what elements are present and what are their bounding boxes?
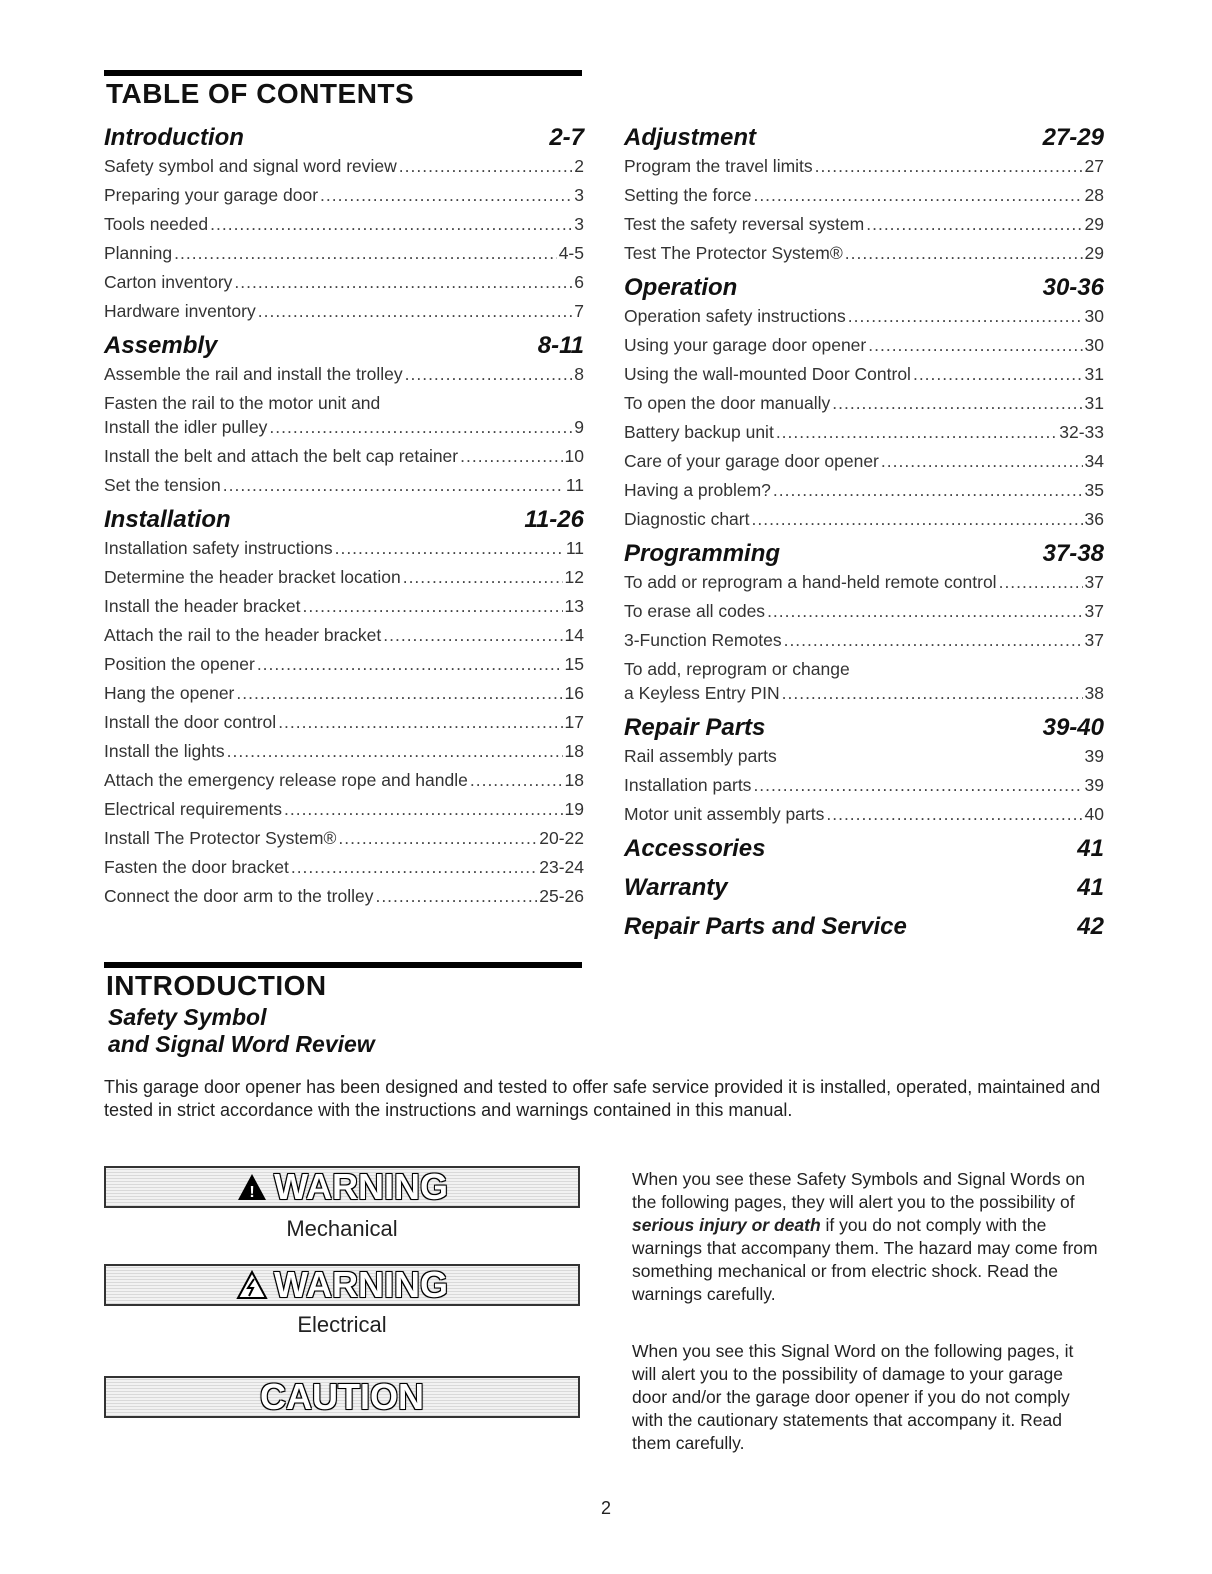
toc-entry-text: Determine the header bracket location: [104, 567, 401, 587]
toc-top-rule: [104, 70, 582, 76]
toc-entry-text-cont: Install the idler pulley: [104, 417, 268, 437]
toc-leader-dots: [868, 335, 1082, 356]
toc-leader-dots: [773, 480, 1083, 501]
toc-entry: [104, 272, 584, 301]
toc-leader-dots: [303, 596, 563, 617]
toc-entry: [104, 770, 584, 799]
toc-leader-dots: [832, 393, 1082, 414]
toc-entry: [624, 306, 1104, 335]
toc-entry-page: 18: [564, 770, 584, 790]
toc-leader-dots: [753, 775, 1082, 796]
toc-leader-dots: [405, 364, 573, 385]
toc-entry: [624, 804, 1104, 833]
toc-entry-page: 34: [1084, 451, 1104, 471]
toc-section-pages: 41: [1077, 874, 1104, 901]
toc-leader-dots: [291, 857, 537, 878]
electrical-label: Electrical: [297, 1312, 387, 1337]
toc-entry: [624, 185, 1104, 214]
toc-entry-text: Care of your garage door opener: [624, 451, 879, 471]
toc-entry-page: 35: [1084, 480, 1104, 500]
toc-entry: [624, 509, 1104, 538]
toc-entry-text: Rail assembly parts: [624, 746, 777, 766]
toc-section-heading: [104, 124, 584, 156]
toc-entry-page: 36: [1084, 509, 1104, 529]
toc-entry-page: 31: [1084, 364, 1104, 384]
toc-entry-page: 37: [1084, 601, 1104, 621]
toc-entry-text: Test The Protector System®: [624, 243, 843, 263]
toc-section-title: Assembly: [104, 332, 218, 359]
toc-section-heading: [624, 714, 1104, 746]
toc-leader-dots: [403, 567, 563, 588]
intro-paragraph: This garage door opener has been designed and tested to offer safe service provided it is installed, operated, maintained and tested in strict accordance with the instructions and warnings contained in this manual.: [104, 1077, 1101, 1120]
toc-entry-text: Electrical requirements: [104, 799, 282, 819]
toc-leader-dots: [257, 654, 563, 675]
toc-entry: [624, 422, 1104, 451]
toc-entry-page: 39: [1084, 775, 1104, 795]
toc-entry-text: Program the travel limits: [624, 156, 813, 176]
toc-section-title: Repair Parts: [624, 714, 766, 741]
toc-entry: [104, 364, 584, 393]
toc-entry-text: Having a problem?: [624, 480, 771, 500]
caution-box: [104, 1376, 580, 1418]
intro-subtitle: [108, 1004, 375, 1058]
toc-leader-dots: [234, 272, 572, 293]
toc-entry: [104, 156, 584, 185]
toc-entry: [624, 659, 1104, 712]
toc-entry-page: 17: [564, 712, 584, 732]
toc-entry-text: Setting the force: [624, 185, 752, 205]
warning-word-electrical: WARNING: [274, 1264, 448, 1305]
toc-entry-page: 37: [1084, 630, 1104, 650]
toc-entry-text: Operation safety instructions: [624, 306, 846, 326]
toc-leader-dots: [227, 741, 563, 762]
toc-entry-page: 11: [565, 475, 584, 495]
toc-entry-text: Install the door control: [104, 712, 277, 732]
toc-entry-text: Test the safety reversal system: [624, 214, 865, 234]
toc-entry: [624, 480, 1104, 509]
toc-entry: [624, 214, 1104, 243]
mechanical-label: Mechanical: [286, 1216, 398, 1241]
toc-leader-dots: [174, 243, 557, 264]
toc-leader-dots: [269, 417, 572, 438]
toc-section-pages: 11-26: [524, 506, 584, 533]
toc-entry-text: Fasten the door bracket: [104, 857, 289, 877]
toc-entry-page: 23-24: [539, 857, 584, 877]
toc-section-pages: 37-38: [1042, 540, 1104, 567]
caution-description: When you see this Signal Word on the following pages, it will alert you to the possibility of damage to your garage door and/or the garage door opener if you do not comply with the cautionary statements that accompany it. Read them carefully.: [632, 1341, 1074, 1453]
toc-entry-page: 29: [1084, 214, 1104, 234]
toc-entry-page: 13: [564, 596, 584, 616]
toc-leader-dots: [848, 306, 1083, 327]
toc-entry-page: 31: [1084, 393, 1104, 413]
toc-entry: [104, 185, 584, 214]
toc-section-pages: 30-36: [1042, 274, 1104, 301]
toc-section-pages: 39-40: [1042, 714, 1104, 741]
toc-entry: [104, 712, 584, 741]
toc-entry-text: Safety symbol and signal word review: [104, 156, 397, 176]
toc-entry-page: 25-26: [539, 886, 584, 906]
toc-section-title: Introduction: [104, 124, 244, 151]
toc-entry: [104, 683, 584, 712]
toc-entry: [624, 775, 1104, 804]
toc-section-title: Accessories: [624, 835, 766, 862]
toc-entry: [104, 741, 584, 770]
toc-leader-dots: [470, 770, 563, 791]
toc-leader-dots: [210, 214, 572, 235]
toc-entry: [104, 596, 584, 625]
toc-leader-dots: [767, 601, 1082, 622]
toc-entry-page: 7: [574, 301, 584, 321]
toc-entry-text: Install the header bracket: [104, 596, 301, 616]
toc-entry-text: To add, reprogram or change: [624, 659, 850, 679]
toc-entry: [624, 156, 1104, 185]
toc-section-heading: [104, 506, 584, 538]
intro-subtitle-line2: and Signal Word Review: [108, 1031, 375, 1057]
toc-leader-dots: [782, 683, 1083, 704]
toc-leader-dots: [236, 683, 562, 704]
toc-leader-dots: [460, 446, 562, 467]
toc-entry-page: 27: [1084, 156, 1104, 176]
toc-section-title: Adjustment: [624, 124, 756, 151]
toc-entry-text: Install The Protector System®: [104, 828, 337, 848]
toc-entry: [104, 243, 584, 272]
toc-title: TABLE OF CONTENTS: [106, 78, 415, 109]
toc-entry-page: 30: [1084, 335, 1104, 355]
toc-entry-text: 3-Function Remotes: [624, 630, 782, 650]
toc-entry-page: 39: [1084, 746, 1104, 766]
toc-entry-page: 14: [564, 625, 584, 645]
toc-entry-page: 2: [574, 156, 584, 176]
toc-section-heading: [624, 274, 1104, 306]
toc-entry-page: 20-22: [539, 828, 584, 848]
toc-section-heading: [624, 540, 1104, 572]
toc-leader-dots: [383, 625, 562, 646]
toc-entry-text-cont: a Keyless Entry PIN: [624, 683, 780, 703]
toc-entry-page: 6: [574, 272, 584, 292]
toc-entry-text: Diagnostic chart: [624, 509, 750, 529]
toc-leader-dots: [753, 185, 1082, 206]
toc-entry-page: 28: [1084, 185, 1104, 205]
toc-entry: [624, 243, 1104, 272]
toc-section-pages: 42: [1077, 913, 1104, 940]
toc-entry-text: Carton inventory: [104, 272, 233, 292]
toc-entry-text: Install the belt and attach the belt cap retainer: [104, 446, 459, 466]
toc-entry: [624, 335, 1104, 364]
toc-section-title: Warranty: [624, 874, 728, 901]
toc-entry-text: Assemble the rail and install the trolley: [104, 364, 403, 384]
warning-mechanical-box: [104, 1166, 580, 1208]
toc-entry-page: 38: [1084, 683, 1104, 703]
toc-entry: [104, 799, 584, 828]
toc-entry: [624, 601, 1104, 630]
toc-section-title: Operation: [624, 274, 738, 301]
toc-entry-text: Tools needed: [104, 214, 209, 234]
toc-entry-text: Hardware inventory: [104, 301, 256, 321]
toc-leader-dots: [258, 301, 573, 322]
toc-entry-page: 8: [574, 364, 584, 384]
intro-subtitle-line1: Safety Symbol: [108, 1004, 267, 1030]
toc-entry-text: Install the lights: [104, 741, 225, 761]
intro-top-rule: [104, 962, 582, 968]
toc-entry-page: 29: [1084, 243, 1104, 263]
toc-entry-text: Installation parts: [624, 775, 752, 795]
toc-leader-dots: [826, 804, 1082, 825]
toc-leader-dots: [278, 712, 562, 733]
toc-entry: [624, 451, 1104, 480]
svg-text:!: !: [249, 1184, 255, 1201]
toc-leader-dots: [751, 509, 1082, 530]
toc-leader-dots: [999, 572, 1083, 593]
toc-entry-page: 15: [564, 654, 584, 674]
toc-entry-text: Connect the door arm to the trolley: [104, 886, 374, 906]
warning-description-emphasis: serious injury or death: [632, 1215, 821, 1235]
toc-entry: [624, 393, 1104, 422]
caution-word: CAUTION: [260, 1376, 424, 1417]
toc-leader-dots: [845, 243, 1083, 264]
toc-entry-text: To add or reprogram a hand-held remote control: [624, 572, 997, 592]
toc-entry-page: 40: [1084, 804, 1104, 824]
toc-section-pages: 27-29: [1042, 124, 1104, 151]
toc-entry-text: Set the tension: [104, 475, 221, 495]
toc-entry: [624, 630, 1104, 659]
toc-entry: [104, 625, 584, 654]
warning-electrical-icon: [236, 1270, 268, 1300]
toc-section-title: Repair Parts and Service: [624, 913, 907, 940]
toc-leader-dots: [284, 799, 563, 820]
toc-entry: [104, 828, 584, 857]
toc-leader-dots: [399, 156, 572, 177]
toc-section-pages: 8-11: [537, 332, 584, 359]
warning-electrical-box: [104, 1264, 580, 1306]
toc-section-title: Programming: [624, 540, 781, 567]
toc-leader-dots: [913, 364, 1083, 385]
toc-section-heading: [624, 835, 1104, 872]
toc-entry-page: 30: [1084, 306, 1104, 326]
toc-entry-page: 12: [564, 567, 584, 587]
page-number: 2: [600, 1498, 611, 1518]
toc-entry-page: 4-5: [558, 243, 584, 263]
toc-entry-page: 3: [574, 214, 584, 234]
warning-description-pre: When you see these Safety Symbols and Signal Words on the following pages, they will alert you to the possibility of: [632, 1169, 1085, 1212]
toc-entry: [624, 746, 1104, 775]
toc-entry: [624, 572, 1104, 601]
toc-entry: [104, 886, 584, 915]
toc-entry-page: 10: [564, 446, 584, 466]
toc-entry: [104, 393, 584, 446]
toc-section-heading: [624, 874, 1104, 911]
toc-entry-text: Preparing your garage door: [104, 185, 319, 205]
toc-section-heading: [624, 913, 1104, 950]
toc-entry-page: 3: [574, 185, 584, 205]
toc-section-pages: 2-7: [549, 124, 584, 151]
toc-entry-text: Hang the opener: [104, 683, 235, 703]
toc-section-heading: [624, 124, 1104, 156]
toc-entry-text: To erase all codes: [624, 601, 766, 621]
warning-description-post: if you do not comply with the warnings that accompany them. The hazard may come from something mechanical or from electric shock. Read the warnings carefully.: [632, 1215, 1098, 1304]
warning-word-mechanical: WARNING: [274, 1166, 448, 1207]
toc-leader-dots: [815, 156, 1083, 177]
toc-section-title: Installation: [104, 506, 231, 533]
toc-left-column: [104, 122, 584, 915]
toc-entry: [104, 301, 584, 330]
toc-entry-text: Motor unit assembly parts: [624, 804, 825, 824]
toc-entry-text: Attach the emergency release rope and handle: [104, 770, 468, 790]
toc-entry-page: 16: [564, 683, 584, 703]
toc-leader-dots: [338, 828, 537, 849]
toc-leader-dots: [375, 886, 537, 907]
toc-entry: [104, 538, 584, 567]
toc-entry-page: 9: [574, 417, 584, 437]
toc-entry-page: 37: [1084, 572, 1104, 592]
toc-section-pages: 41: [1077, 835, 1104, 862]
toc-entry-text: Battery backup unit: [624, 422, 774, 442]
toc-entry-text: Using the wall-mounted Door Control: [624, 364, 911, 384]
toc-entry: [104, 654, 584, 683]
toc-entry: [104, 446, 584, 475]
toc-leader-dots: [881, 451, 1083, 472]
toc-right-column: [624, 122, 1104, 950]
toc-entry-text: Planning: [104, 243, 173, 263]
toc-entry-text: Attach the rail to the header bracket: [104, 625, 382, 645]
warning-description: [632, 1168, 1102, 1306]
toc-leader-dots: [866, 214, 1082, 235]
toc-leader-dots: [223, 475, 564, 496]
toc-entry-text: To open the door manually: [624, 393, 831, 413]
toc-entry: [624, 364, 1104, 393]
toc-entry: [104, 214, 584, 243]
toc-entry: [104, 857, 584, 886]
toc-entry-page: 11: [565, 538, 584, 558]
toc-entry: [104, 567, 584, 596]
toc-leader-dots: [776, 422, 1057, 443]
toc-leader-dots: [784, 630, 1083, 651]
intro-title: INTRODUCTION: [106, 970, 327, 1001]
toc-leader-dots: [320, 185, 572, 206]
toc-entry-page: 32-33: [1059, 422, 1104, 442]
toc-entry-page: 19: [564, 799, 584, 819]
toc-leader-dots: [335, 538, 564, 559]
toc-entry-text: Installation safety instructions: [104, 538, 333, 558]
toc-entry-text: Fasten the rail to the motor unit and: [104, 393, 381, 413]
toc-entry-page: 18: [564, 741, 584, 761]
toc-section-heading: [104, 332, 584, 364]
toc-entry-text: Position the opener: [104, 654, 255, 674]
warning-mechanical-icon: [236, 1172, 268, 1202]
toc-entry: [104, 475, 584, 504]
toc-entry-text: Using your garage door opener: [624, 335, 867, 355]
